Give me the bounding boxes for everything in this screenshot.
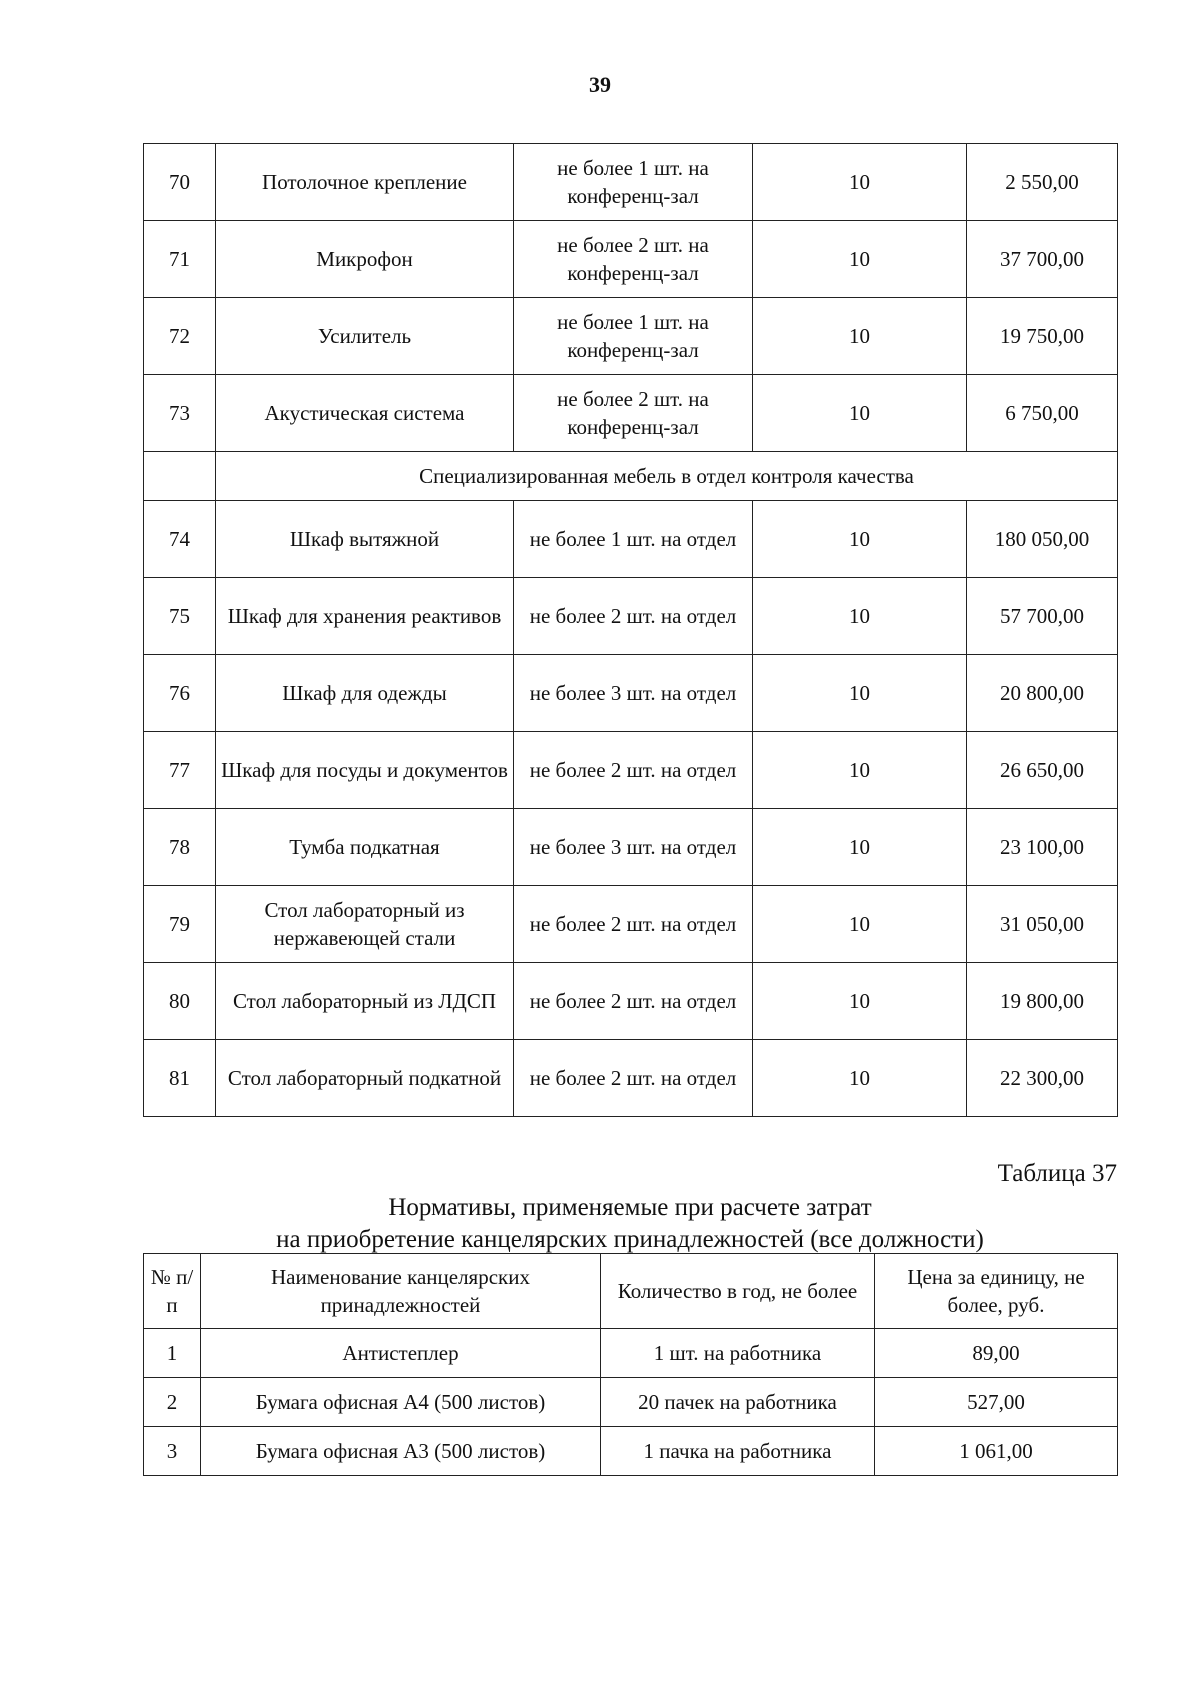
cell-no: 70 — [144, 144, 216, 221]
stationery-table-body — [144, 1254, 1118, 1476]
stationery-table — [143, 1253, 1118, 1476]
page-number: 39 — [589, 72, 611, 97]
table-row — [144, 1040, 1118, 1117]
cell-price: 6 750,00 — [967, 375, 1118, 452]
cell-name: Бумага офисная А3 (500 листов) — [201, 1427, 601, 1476]
cell-price: 180 050,00 — [967, 501, 1118, 578]
table-row — [144, 1329, 1118, 1378]
cell-name: Стол лабораторный из нержавеющей стали — [216, 886, 514, 963]
cell-name: Усилитель — [216, 298, 514, 375]
cell-norm: не более 2 шт. на конференц-зал — [514, 221, 753, 298]
header-no: № п/п — [144, 1254, 201, 1329]
table-row — [144, 578, 1118, 655]
table-row — [144, 655, 1118, 732]
cell-norm: не более 2 шт. на отдел — [514, 1040, 753, 1117]
cell-years: 10 — [753, 1040, 967, 1117]
cell-years: 10 — [753, 578, 967, 655]
cell-name: Бумага офисная А4 (500 листов) — [201, 1378, 601, 1427]
equipment-table-body-quality — [144, 501, 1118, 1117]
table-row — [144, 375, 1118, 452]
table-row — [144, 1427, 1118, 1476]
header-name: Наименование канцелярских принадлежностей — [201, 1254, 601, 1329]
table-row — [144, 144, 1118, 221]
cell-price: 2 550,00 — [967, 144, 1118, 221]
table-row — [144, 886, 1118, 963]
cell-price: 22 300,00 — [967, 1040, 1118, 1117]
cell-years: 10 — [753, 655, 967, 732]
cell-no: 3 — [144, 1427, 201, 1476]
header-price: Цена за единицу, не более, руб. — [875, 1254, 1118, 1329]
cell-years: 10 — [753, 144, 967, 221]
cell-years: 10 — [753, 501, 967, 578]
table-row — [144, 963, 1118, 1040]
cell-name: Акустическая система — [216, 375, 514, 452]
section-row-empty-cell — [144, 452, 216, 501]
table-title-line-1: Нормативы, применяемые при расчете затрат — [388, 1194, 872, 1221]
cell-price: 527,00 — [875, 1378, 1118, 1427]
cell-no: 81 — [144, 1040, 216, 1117]
cell-name: Шкаф для посуды и документов — [216, 732, 514, 809]
cell-price: 19 800,00 — [967, 963, 1118, 1040]
cell-no: 2 — [144, 1378, 201, 1427]
table-row — [144, 1378, 1118, 1427]
cell-name: Стол лабораторный из ЛДСП — [216, 963, 514, 1040]
cell-price: 31 050,00 — [967, 886, 1118, 963]
cell-years: 10 — [753, 732, 967, 809]
cell-no: 1 — [144, 1329, 201, 1378]
cell-no: 80 — [144, 963, 216, 1040]
cell-name: Шкаф вытяжной — [216, 501, 514, 578]
section-title: Специализированная мебель в отдел контроля качества — [216, 452, 1118, 501]
cell-norm: не более 1 шт. на конференц-зал — [514, 298, 753, 375]
cell-name: Потолочное крепление — [216, 144, 514, 221]
cell-no: 78 — [144, 809, 216, 886]
cell-price: 57 700,00 — [967, 578, 1118, 655]
cell-price: 23 100,00 — [967, 809, 1118, 886]
cell-no: 71 — [144, 221, 216, 298]
cell-name: Антистеплер — [201, 1329, 601, 1378]
cell-no: 74 — [144, 501, 216, 578]
cell-price: 19 750,00 — [967, 298, 1118, 375]
table-row — [144, 298, 1118, 375]
cell-name: Стол лабораторный подкатной — [216, 1040, 514, 1117]
cell-norm: не более 2 шт. на отдел — [514, 578, 753, 655]
cell-years: 10 — [753, 375, 967, 452]
table-title — [143, 1192, 1117, 1256]
table-row — [144, 732, 1118, 809]
cell-name: Микрофон — [216, 221, 514, 298]
cell-no: 76 — [144, 655, 216, 732]
equipment-table-body-conference — [144, 144, 1118, 452]
cell-years: 10 — [753, 809, 967, 886]
cell-price: 37 700,00 — [967, 221, 1118, 298]
cell-years: 10 — [753, 963, 967, 1040]
cell-norm: не более 3 шт. на отдел — [514, 655, 753, 732]
cell-price: 89,00 — [875, 1329, 1118, 1378]
cell-norm: не более 2 шт. на конференц-зал — [514, 375, 753, 452]
equipment-table — [143, 143, 1118, 1117]
table-row — [144, 221, 1118, 298]
cell-years: 10 — [753, 298, 967, 375]
cell-name: Тумба подкатная — [216, 809, 514, 886]
cell-qty: 20 пачек на работника — [601, 1378, 875, 1427]
section-row — [144, 452, 1118, 501]
table-row — [144, 809, 1118, 886]
cell-name: Шкаф для одежды — [216, 655, 514, 732]
table-row — [144, 501, 1118, 578]
cell-norm: не более 2 шт. на отдел — [514, 963, 753, 1040]
cell-no: 75 — [144, 578, 216, 655]
cell-no: 72 — [144, 298, 216, 375]
cell-price: 20 800,00 — [967, 655, 1118, 732]
cell-norm: не более 1 шт. на отдел — [514, 501, 753, 578]
cell-norm: не более 1 шт. на конференц-зал — [514, 144, 753, 221]
header-qty: Количество в год, не более — [601, 1254, 875, 1329]
cell-name: Шкаф для хранения реактивов — [216, 578, 514, 655]
cell-price: 26 650,00 — [967, 732, 1118, 809]
cell-no: 77 — [144, 732, 216, 809]
cell-qty: 1 пачка на работника — [601, 1427, 875, 1476]
table-title-line-2: на приобретение канцелярских принадлежностей (все должности) — [276, 1226, 984, 1253]
cell-years: 10 — [753, 886, 967, 963]
header-row — [144, 1254, 1118, 1329]
cell-qty: 1 шт. на работника — [601, 1329, 875, 1378]
cell-no: 73 — [144, 375, 216, 452]
cell-no: 79 — [144, 886, 216, 963]
cell-price: 1 061,00 — [875, 1427, 1118, 1476]
cell-norm: не более 2 шт. на отдел — [514, 732, 753, 809]
cell-norm: не более 2 шт. на отдел — [514, 886, 753, 963]
equipment-table-section — [144, 452, 1118, 501]
cell-norm: не более 3 шт. на отдел — [514, 809, 753, 886]
cell-years: 10 — [753, 221, 967, 298]
table-label: Таблица 37 — [997, 1160, 1117, 1187]
